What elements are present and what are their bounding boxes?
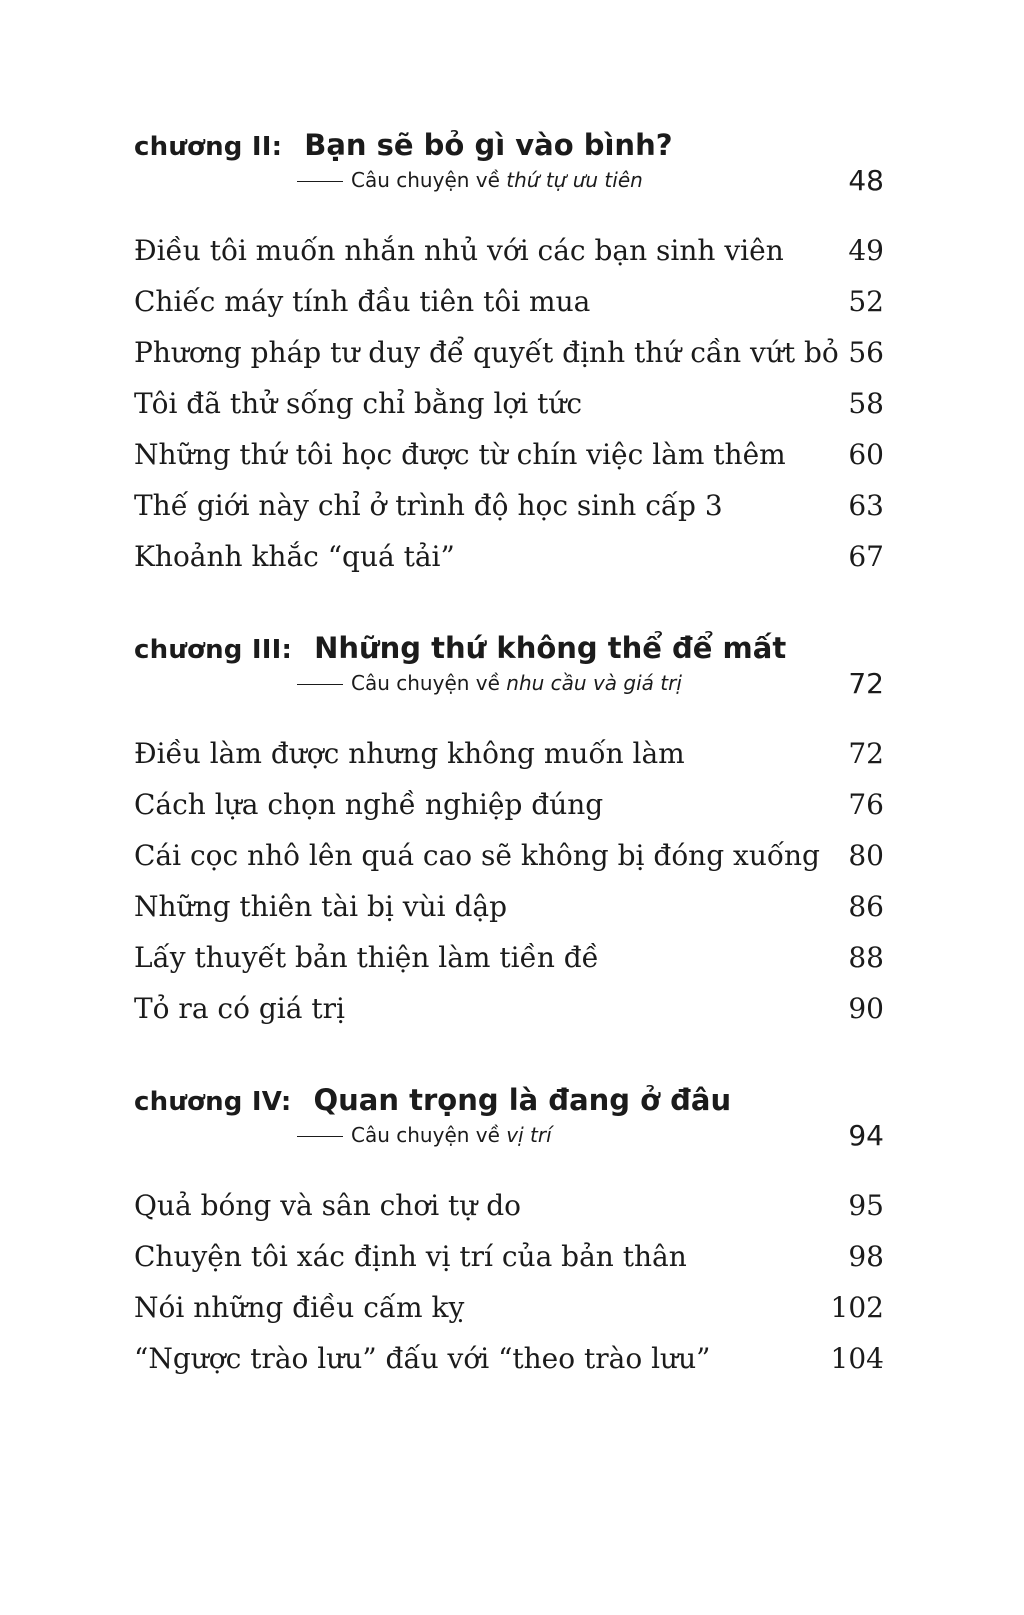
toc-entry[interactable] [134, 728, 884, 778]
entry-page-number: 86 [848, 889, 884, 923]
toc-entry[interactable] [134, 378, 884, 428]
entry-title: Những thứ tôi học được từ chín việc làm thêm [134, 437, 786, 471]
toc-entry[interactable] [134, 480, 884, 530]
entry-title: Quả bóng và sân chơi tự do [134, 1188, 522, 1222]
entry-page-number: 60 [848, 437, 884, 471]
toc-entry[interactable] [134, 1282, 884, 1332]
toc-entry[interactable] [134, 429, 884, 479]
toc-entry[interactable] [134, 881, 884, 931]
toc-entry[interactable] [134, 1231, 884, 1281]
entry-title: Chuyện tôi xác định vị trí của bản thân [134, 1239, 687, 1273]
entry-title: Lấy thuyết bản thiện làm tiền đề [134, 940, 599, 974]
entry-title: Cách lựa chọn nghề nghiệp đúng [134, 787, 604, 821]
entry-page-number: 104 [830, 1341, 884, 1375]
chapter-subtitle [297, 158, 884, 202]
subtitle-prefix: Câu chuyện về [351, 1123, 500, 1147]
entry-title: Cái cọc nhô lên quá cao sẽ không bị đóng xuống [134, 838, 820, 872]
entry-title: Khoảnh khắc “quá tải” [134, 539, 455, 573]
entry-page-number: 52 [848, 284, 884, 318]
dash-line [297, 1136, 343, 1137]
subtitle-page-number: 72 [848, 666, 884, 700]
chapter-subtitle [297, 1113, 884, 1157]
toc-entry[interactable] [134, 932, 884, 982]
toc-entry[interactable] [134, 983, 884, 1033]
chapter-label: chương II: [134, 132, 283, 162]
entry-page-number: 95 [848, 1188, 884, 1222]
entry-title: Chiếc máy tính đầu tiên tôi mua [134, 284, 591, 318]
entry-title: Phương pháp tư duy để quyết định thứ cần vứt bỏ [134, 335, 839, 369]
entry-page-number: 88 [848, 940, 884, 974]
toc-entry[interactable] [134, 276, 884, 326]
subtitle-page-number: 48 [848, 163, 884, 197]
toc-entry[interactable] [134, 1333, 884, 1383]
subtitle-emphasis: vị trí [506, 1123, 552, 1147]
dash-line [297, 181, 343, 182]
chapter-label: chương IV: [134, 1087, 292, 1117]
chapter-subtitle [297, 661, 884, 705]
toc-entry[interactable] [134, 225, 884, 275]
chapter-label: chương III: [134, 635, 293, 665]
toc-entry[interactable] [134, 327, 884, 377]
subtitle-text [351, 168, 643, 192]
entry-page-number: 58 [848, 386, 884, 420]
chapter-title: Quan trọng là đang ở đâu [313, 1083, 732, 1117]
entry-title: Tôi đã thử sống chỉ bằng lợi tức [134, 386, 583, 420]
entry-title: Thế giới này chỉ ở trình độ học sinh cấp 3 [134, 488, 723, 522]
subtitle-emphasis: nhu cầu và giá trị [506, 671, 682, 695]
toc-entry[interactable] [134, 779, 884, 829]
entry-page-number: 102 [830, 1290, 884, 1324]
chapter-title: Những thứ không thể để mất [314, 631, 787, 665]
subtitle-emphasis: thứ tự ưu tiên [506, 168, 643, 192]
entry-title: Những thiên tài bị vùi dập [134, 889, 507, 923]
entry-page-number: 90 [848, 991, 884, 1025]
entry-title: Nói những điều cấm kỵ [134, 1290, 465, 1324]
toc-entry[interactable] [134, 1180, 884, 1230]
table-of-contents [134, 0, 884, 1615]
subtitle-text [351, 671, 682, 695]
entry-page-number: 72 [848, 736, 884, 770]
entry-title: Điều làm được nhưng không muốn làm [134, 736, 685, 770]
entry-title: Điều tôi muốn nhắn nhủ với các bạn sinh viên [134, 233, 784, 267]
entry-page-number: 76 [848, 787, 884, 821]
entry-page-number: 80 [848, 838, 884, 872]
toc-entry[interactable] [134, 531, 884, 581]
entry-title: “Ngược trào lưu” đấu với “theo trào lưu” [134, 1341, 711, 1375]
subtitle-text [351, 1123, 552, 1147]
toc-entry[interactable] [134, 830, 884, 880]
entry-page-number: 49 [848, 233, 884, 267]
dash-line [297, 684, 343, 685]
subtitle-prefix: Câu chuyện về [351, 671, 500, 695]
subtitle-prefix: Câu chuyện về [351, 168, 500, 192]
entry-page-number: 63 [848, 488, 884, 522]
subtitle-page-number: 94 [848, 1118, 884, 1152]
entry-page-number: 67 [848, 539, 884, 573]
entry-title: Tỏ ra có giá trị [134, 991, 345, 1025]
chapter-title: Bạn sẽ bỏ gì vào bình? [304, 128, 673, 162]
entry-page-number: 56 [848, 335, 884, 369]
entry-page-number: 98 [848, 1239, 884, 1273]
